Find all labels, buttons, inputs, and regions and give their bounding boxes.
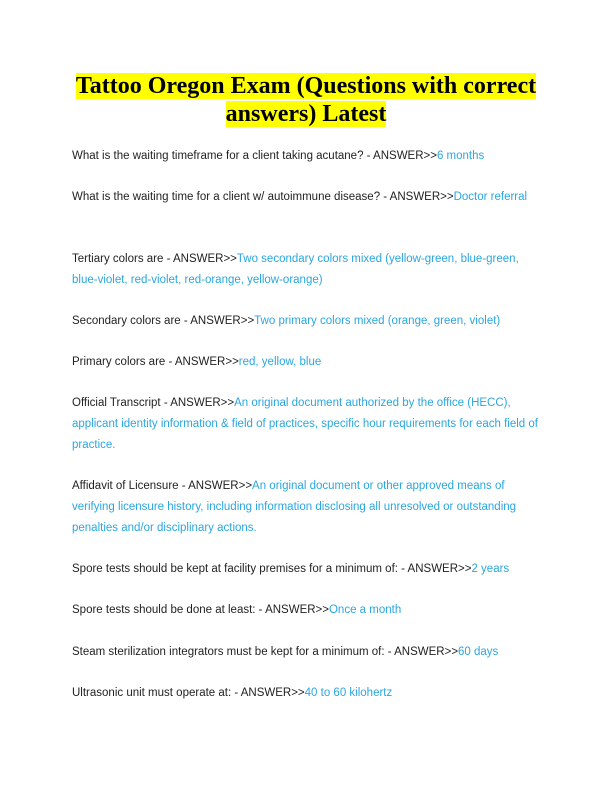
question-text: What is the waiting time for a client w/ autoimmune disease? - ANSWER>> — [72, 191, 454, 203]
question-text: Primary colors are - ANSWER>> — [72, 356, 239, 368]
qa-item — [72, 600, 542, 621]
question-text: What is the waiting timeframe for a client taking acutane? - ANSWER>> — [72, 150, 437, 162]
answer-text: 6 months — [436, 150, 485, 162]
question-text: Official Transcript - ANSWER>> — [72, 397, 235, 409]
question-text: Spore tests should be kept at facility premises for a minimum of: - ANSWER>> — [72, 563, 472, 575]
answer-text: An original document authorized by the office (HECC), applicant identity information & field of practices, specific hour requirements for each field of practice. — [72, 397, 538, 451]
title-line-2: answers) Latest — [225, 101, 387, 127]
question-text: Secondary colors are - ANSWER>> — [72, 315, 255, 327]
question-text: Ultrasonic unit must operate at: - ANSWER>> — [72, 687, 305, 699]
answer-text: 40 to 60 kilohertz — [304, 687, 393, 699]
qa-item — [72, 187, 542, 208]
answer-text: An original document or other approved means of verifying licensure history, including information disclosing all unresolved or outstanding penalties and/or disciplinary actions. — [72, 480, 517, 534]
qa-item — [72, 146, 542, 167]
page-title — [40, 72, 572, 128]
question-text: Spore tests should be done at least: - ANSWER>> — [72, 604, 329, 616]
question-text: Tertiary colors are - ANSWER>> — [72, 253, 237, 265]
answer-text: 60 days — [458, 646, 499, 658]
answer-text: Once a month — [328, 604, 402, 616]
qa-item — [72, 249, 542, 291]
question-text: Steam sterilization integrators must be kept for a minimum of: - ANSWER>> — [72, 646, 459, 658]
qa-item — [72, 559, 542, 580]
answer-text: 2 years — [471, 563, 510, 575]
title-line-1: Tattoo Oregon Exam (Questions with correct — [75, 73, 537, 99]
qa-item — [72, 683, 542, 704]
answer-text: Two primary colors mixed (orange, green, violet) — [254, 315, 501, 327]
answer-text: Two secondary colors mixed (yellow-green, blue-green, blue-violet, red-violet, red-orange, yellow-orange) — [72, 253, 519, 286]
qa-item — [72, 642, 542, 663]
question-text: Affidavit of Licensure - ANSWER>> — [72, 480, 253, 492]
answer-text: red, yellow, blue — [238, 356, 322, 368]
qa-item — [72, 476, 542, 539]
qa-item — [72, 311, 542, 332]
answer-text: Doctor referral — [453, 191, 528, 203]
qa-item — [72, 393, 542, 456]
qa-item — [72, 352, 542, 373]
